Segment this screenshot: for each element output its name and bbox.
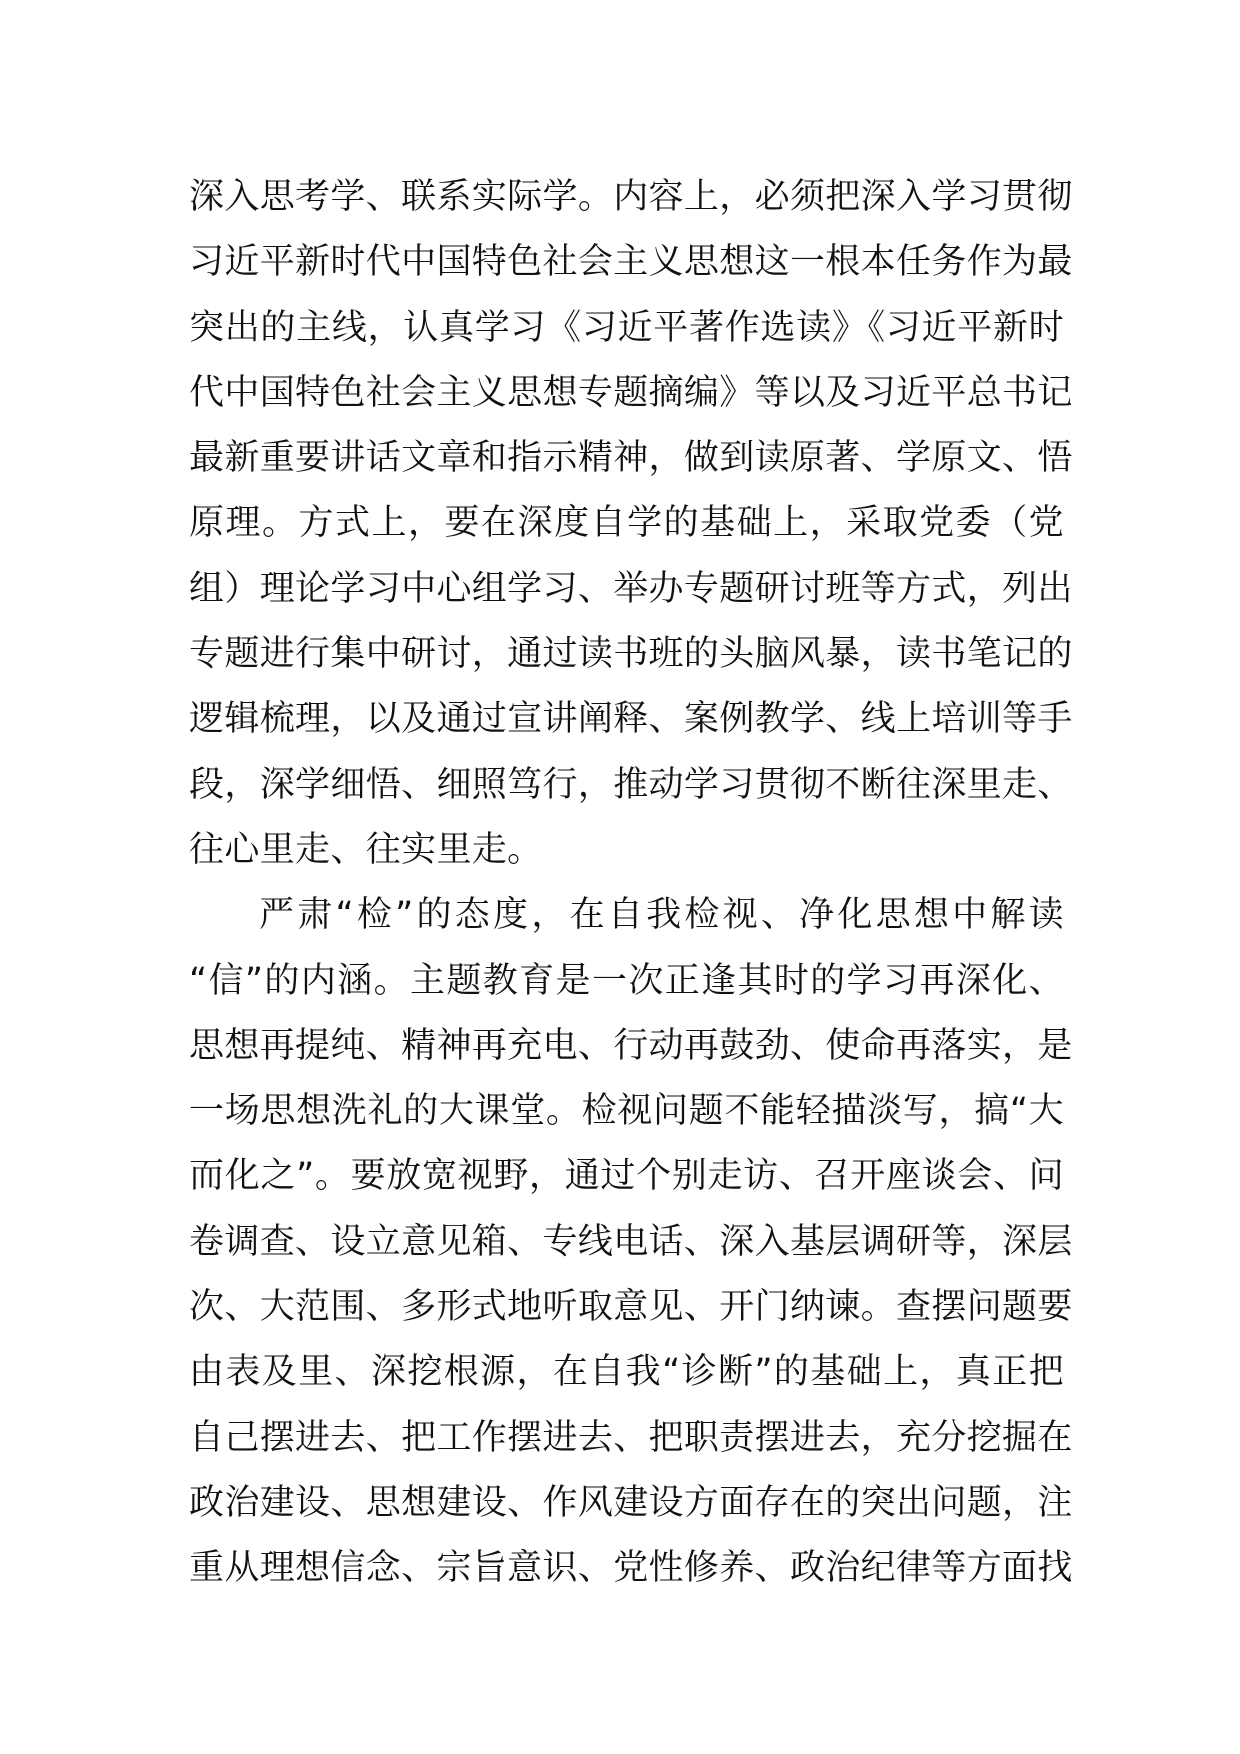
text-line: 深入思考学、联系实际学。内容上，必须把深入学习贯彻: [189, 177, 1073, 217]
text-line: 段，深学细悟、细照笃行，推动学习贯彻不断往深里走、: [189, 764, 1073, 805]
text-line: “信”的内涵。主题教育是一次正逢其时的学习再深化、: [189, 960, 1064, 1001]
text-line: 往心里走、往实里走。: [189, 829, 543, 870]
text-line: 卷调查、设立意见箱、专线电话、深入基层调研等，深层: [189, 1221, 1073, 1262]
text-line: 突出的主线，认真学习《习近平著作选读》《习近平新时: [189, 307, 1064, 348]
text-line: 思想再提纯、精神再充电、行动再鼓劲、使命再落实，是: [189, 1025, 1073, 1066]
text-line: 习近平新时代中国特色社会主义思想这一根本任务作为最: [189, 242, 1073, 283]
text-line: 重从理想信念、宗旨意识、党性修养、政治纪律等方面找: [189, 1548, 1073, 1589]
text-line: 政治建设、思想建设、作风建设方面存在的突出问题，注: [189, 1482, 1073, 1523]
text-line: 最新重要讲话文章和指示精神，做到读原著、学原文、悟: [189, 438, 1073, 479]
paragraph-2: [189, 883, 1073, 1601]
text-line: 代中国特色社会主义思想专题摘编》等以及习近平总书记: [189, 372, 1073, 413]
text-line: 专题进行集中研讨，通过读书班的头脑风暴，读书笔记的: [189, 634, 1073, 675]
paragraph-1: [189, 165, 1073, 883]
text-line: 次、大范围、多形式地听取意见、开门纳谏。查摆问题要: [189, 1287, 1073, 1328]
text-line: 自己摆进去、把工作摆进去、把职责摆进去，充分挖掘在: [189, 1417, 1073, 1458]
text-line: 组）理论学习中心组学习、举办专题研讨班等方式，列出: [189, 568, 1073, 609]
text-line: 一场思想洗礼的大课堂。检视问题不能轻描淡写，搞“大: [189, 1091, 1064, 1132]
text-line: 由表及里、深挖根源，在自我“诊断”的基础上，真正把: [189, 1352, 1064, 1393]
text-line: 严肃“检”的态度，在自我检视、净化思想中解读: [259, 895, 1064, 936]
text-line: 而化之”。要放宽视野，通过个别走访、召开座谈会、问: [189, 1156, 1064, 1197]
text-line: 逻辑梳理，以及通过宣讲阐释、案例教学、线上培训等手: [189, 699, 1073, 740]
document-body: [189, 165, 1073, 1602]
text-line: 原理。方式上，要在深度自学的基础上，采取党委（党: [189, 503, 1064, 544]
